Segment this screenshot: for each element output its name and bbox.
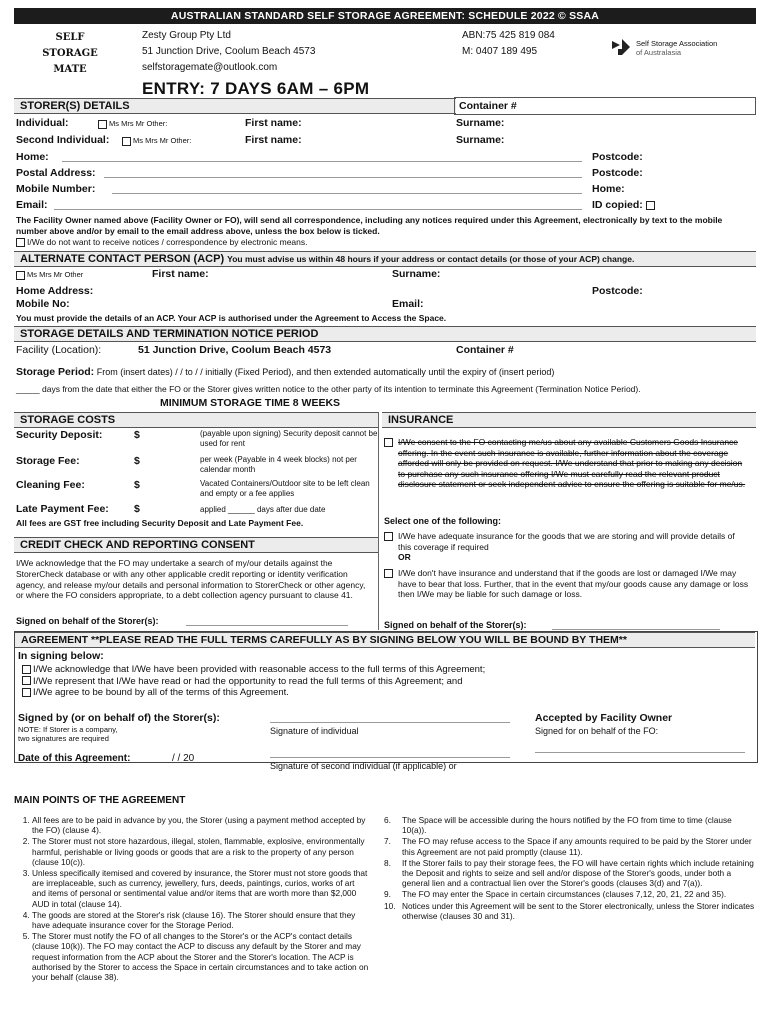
optout-option[interactable] <box>16 237 308 248</box>
select-one-label: Select one of the following: <box>384 516 501 526</box>
acknowledgement-item[interactable] <box>22 687 485 699</box>
title-options-text: Ms Mrs Mr Other: <box>133 136 192 145</box>
minimum-storage-time: MINIMUM STORAGE TIME 8 WEEKS <box>160 397 341 409</box>
email-label: Email: <box>16 199 48 211</box>
home-postcode-label: Postcode: <box>592 151 643 163</box>
main-points-right <box>384 815 756 922</box>
email-line[interactable] <box>54 209 582 210</box>
cost-currency: $ <box>134 429 140 441</box>
acp-first-name-label: First name: <box>152 268 209 280</box>
id-copied-checkbox[interactable] <box>646 201 655 210</box>
acp-postcode-label: Postcode: <box>592 285 643 297</box>
home-line[interactable] <box>62 161 582 162</box>
acknowledgement-checkbox[interactable] <box>22 665 31 674</box>
first-name-label: First name: <box>245 117 302 129</box>
postal-line[interactable] <box>104 177 582 178</box>
ssaa-line: of Australasia <box>636 48 682 57</box>
storer-section-title: STORER(S) DETAILS <box>14 98 456 114</box>
acp-email-label: Email: <box>392 298 424 310</box>
self-storage-mate-logo <box>30 30 110 78</box>
insurance-none-text: I/We don't have insurance and understand that if the goods are lost or damaged I/We may have to bear that loss. Further, that in the event that my/our goods cause any damage or loss then I/We may be liable for such damage or loss. <box>398 568 749 599</box>
optout-text: I/We do not want to receive notices / correspondence by electronic means. <box>27 237 308 247</box>
main-point: If the Storer fails to pay their storage fees, the FO will have certain rights which include retaining the Deposit and rights to seize and sell and/or dispose of the Storer's goods, under both a general lien and a contractual lien over the Storer's goods (clauses 3(d) and 7(a)). <box>402 857 754 889</box>
postal-address-label: Postal Address: <box>16 167 96 179</box>
main-points-left <box>14 815 370 983</box>
company-details <box>142 28 315 76</box>
credit-signed-label: Signed on behalf of the Storer(s): <box>16 616 159 626</box>
main-point-row <box>384 815 756 835</box>
cost-note: Vacated Containers/Outdoor site to be left clean and empty or a fee applies <box>200 479 370 498</box>
storage-period-row[interactable] <box>16 366 554 378</box>
company-signature-note: NOTE: If Storer is a company, two signatures are required <box>18 725 118 743</box>
title-options-text: Ms Mrs Mr Other: <box>109 119 168 128</box>
storage-section-title: STORAGE DETAILS AND TERMINATION NOTICE PERIOD <box>14 326 756 342</box>
main-point-number: 9. <box>384 889 391 900</box>
termination-notice-text: _____ days from the date that either the FO or the Storer gives written notice to the other party of its intention to terminate this Agreement (Termination Notice Period). <box>16 384 641 394</box>
date-agreement-value[interactable]: / / 20 <box>172 753 195 764</box>
company-contact <box>462 28 555 60</box>
acknowledgement-item[interactable] <box>22 664 485 676</box>
acp-note: You must provide the details of an ACP. Your ACP is authorised under the Agreement to Access the Space. <box>16 313 447 323</box>
cost-label: Storage Fee: <box>16 455 80 467</box>
insurance-none-checkbox[interactable] <box>384 569 393 578</box>
date-agreement-label: Date of this Agreement: <box>18 753 131 764</box>
cost-note: applied ______ days after due date <box>200 505 326 514</box>
acp-title-note: You must advise us within 48 hours if your address or contact details (or those of your ACP) change. <box>227 254 635 264</box>
second-first-name-label: First name: <box>245 134 302 146</box>
entry-hours: ENTRY: 7 DAYS 6AM – 6PM <box>142 79 370 98</box>
credit-consent-text: I/We acknowledge that the FO may undertake a search of my/our details against the StorerCheck database or with any other applicable credit reporting or identity verification agency, and release my/our details and personal information to StorerCheck or other agency, or where the FO considers appropriate, to a debt collection agency pursuant to clause 41. <box>16 558 366 601</box>
second-surname-label: Surname: <box>456 134 505 146</box>
signed-by-label: Signed by (or on behalf of) the Storer(s): <box>18 712 220 724</box>
costs-table <box>16 429 378 531</box>
storer-container-field[interactable] <box>454 97 756 115</box>
acp-surname-label: Surname: <box>392 268 441 280</box>
optout-checkbox[interactable] <box>16 238 25 247</box>
logo-line: STORAGE <box>42 48 98 59</box>
individual-signature-line[interactable] <box>270 722 510 723</box>
insurance-option-have[interactable] <box>384 531 750 563</box>
company-email: selfstoragemate@outlook.com <box>142 62 278 73</box>
storage-container-label: Container # <box>456 344 514 356</box>
main-point-row <box>384 858 756 889</box>
surname-label: Surname: <box>456 117 505 129</box>
signed-for-fo-label: Signed for on behalf of the FO: <box>535 726 659 736</box>
cost-note: (payable upon signing) Security deposit cannot be used for rent <box>200 429 378 448</box>
acknowledgement-text: I/We represent that I/We have read or had the opportunity to read the full terms of this Agreement; and <box>33 675 463 687</box>
cost-label: Late Payment Fee: <box>16 503 109 515</box>
home-phone-label: Home: <box>592 183 625 195</box>
second-signature-line[interactable] <box>270 757 510 758</box>
acp-title-options[interactable] <box>16 270 83 280</box>
gst-note: All fees are GST free including Security Deposit and Late Payment Fee. <box>16 518 304 528</box>
second-individual-label: Second Individual: <box>16 134 110 146</box>
company-mobile: M: 0407 189 495 <box>462 46 538 57</box>
id-copied-label: ID copied: <box>592 199 643 211</box>
main-point: 1. All fees are to be paid in advance by you, the Storer (using a payment method accepted by the FO) (clause 4). <box>32 815 370 835</box>
main-point: 4. The goods are stored at the Storer's risk (clause 16). The Storer should ensure that they have adequate insurance cover for the Storage Period. <box>32 910 370 930</box>
main-point: The FO may enter the Space in certain circumstances (clauses 7,12, 20, 21, 22 and 35). <box>402 889 727 900</box>
agreement-section-title: AGREEMENT **PLEASE READ THE FULL TERMS CAREFULLY AS BY SIGNING BELOW YOU WILL BE BOUND BY THEM** <box>15 632 755 648</box>
title-checkbox[interactable] <box>98 120 107 129</box>
storage-period-label: Storage Period: <box>16 366 95 378</box>
insurance-consent-checkbox[interactable] <box>384 438 393 447</box>
acknowledgement-text: I/We agree to be bound by all of the terms of this Agreement. <box>33 687 289 698</box>
id-copied-field[interactable] <box>592 199 657 211</box>
ssaa-line: Self Storage Association <box>636 39 718 48</box>
home-label: Home: <box>16 151 49 163</box>
cost-label: Security Deposit: <box>16 429 103 441</box>
form-banner: AUSTRALIAN STANDARD SELF STORAGE AGREEMENT: SCHEDULE 2022 © SSAA <box>14 8 756 24</box>
main-point-number: 7. <box>384 836 391 847</box>
main-point-row <box>384 836 756 856</box>
facility-value: 51 Junction Drive, Coolum Beach 4573 <box>138 344 332 356</box>
acp-section-title <box>14 251 756 267</box>
insurance-signature-line[interactable] <box>552 629 720 630</box>
acknowledgement-checkbox[interactable] <box>22 676 31 685</box>
or-label: OR <box>398 552 411 562</box>
title-checkbox[interactable] <box>16 271 25 280</box>
main-points-title: MAIN POINTS OF THE AGREEMENT <box>14 795 186 806</box>
insurance-option-none[interactable] <box>384 568 750 600</box>
title-options-text: Ms Mrs Mr Other <box>27 270 84 279</box>
costs-section-title: STORAGE COSTS <box>14 412 378 428</box>
cost-note: per week (Payable in 4 week blocks) not per calendar month <box>200 455 357 474</box>
signature-second-label: Signature of second individual (if applicable) or <box>270 761 457 771</box>
insurance-have-checkbox[interactable] <box>384 532 393 541</box>
acp-mobile-label: Mobile No: <box>16 298 70 310</box>
column-divider <box>378 412 379 630</box>
title-checkbox[interactable] <box>122 137 131 146</box>
fo-signature-line[interactable] <box>535 752 745 753</box>
insurance-have-text: I/We have adequate insurance for the goods that we are storing and will provide details of this coverage if required <box>398 531 735 552</box>
main-point: The Space will be accessible during the hours notified by the FO from time to time (clause 10(a)). <box>402 815 732 836</box>
electronic-notice-text: The Facility Owner named above (Facility Owner or FO), will send all correspondence, including any notices required under this Agreement, electronically by text to the mobile number above and/or by email to the email address above, unless the box below is ticked. <box>16 215 723 236</box>
container-label: Container # <box>459 100 517 112</box>
cost-currency: $ <box>134 503 140 515</box>
signature-individual-label: Signature of individual <box>270 726 359 736</box>
acknowledgement-text: I/We acknowledge that I/We have been provided with reasonable access to the full terms of this Agreement; <box>33 664 486 675</box>
logo-line: SELF <box>55 32 85 43</box>
insurance-consent-text: I/We consent to the FO contacting me/us about any available Customers Goods Insurance offering. In the event such insurance is available, further information about the coverage afforded will only be provided on request. I/We understand that prior to making any decision to purchase any such insurance offering I/We must carefully read the relevant product disclosure statement or seek independent advice to ensure the offering is suitable for me/us. <box>398 437 746 489</box>
postal-postcode-label: Postcode: <box>592 167 643 179</box>
individual-label: Individual: <box>16 117 69 129</box>
acp-home-address-label: Home Address: <box>16 285 94 297</box>
cost-currency: $ <box>134 479 140 491</box>
main-point: Notices under this Agreement will be sent to the Storer electronically, unless the Storer indicates otherwise (clauses 30 and 31). <box>402 900 755 921</box>
acp-title: ALTERNATE CONTACT PERSON (ACP) <box>20 253 225 265</box>
logo-line: MATE <box>53 64 87 75</box>
main-point-number: 8. <box>384 857 391 868</box>
ssaa-logo <box>610 37 632 62</box>
mobile-label: Mobile Number: <box>16 183 96 195</box>
cost-label: Cleaning Fee: <box>16 479 85 491</box>
facility-label: Facility (Location): <box>16 344 102 356</box>
insurance-section-title: INSURANCE <box>382 412 756 428</box>
main-point: 2. The Storer must not store hazardous, illegal, stolen, flammable, explosive, environmentally harmful, perishable or living goods or goods that are a risk to the property of any person (clause 10(c)). <box>32 836 370 867</box>
acknowledgement-checkbox[interactable] <box>22 688 31 697</box>
main-point-number: 6. <box>384 815 391 825</box>
company-name: Zesty Group Pty Ltd <box>142 30 231 41</box>
agreement-acknowledgements[interactable] <box>22 664 485 699</box>
insurance-signed-label: Signed on behalf of the Storer(s): <box>384 620 527 630</box>
main-point-row <box>384 901 756 921</box>
main-point-number: 10. <box>384 900 396 911</box>
storage-period-text: From (insert dates) / / to / / initially (Fixed Period), and then extended automatically until the expiry of (insert period) <box>96 367 555 377</box>
credit-section-title: CREDIT CHECK AND REPORTING CONSENT <box>14 537 378 553</box>
in-signing-label: In signing below: <box>18 650 104 662</box>
acknowledgement-item[interactable] <box>22 676 485 688</box>
main-point: 3. Unless specifically itemised and covered by insurance, the Storer must not store goods that are irreplaceable, such as currency, jewellery, furs, deeds, paintings, curios, works of art and items of personal or sentimental value and/or items that are worth more than $2,000 AUD in total (clause 14). <box>32 868 370 909</box>
ssaa-emblem-icon <box>610 37 632 57</box>
company-address: 51 Junction Drive, Coolum Beach 4573 <box>142 46 316 57</box>
cost-currency: $ <box>134 455 140 467</box>
mobile-line[interactable] <box>112 193 582 194</box>
individual-title-options[interactable] <box>98 119 167 129</box>
ssaa-text <box>636 39 717 57</box>
insurance-consent-option[interactable] <box>384 437 750 490</box>
main-point: 5. The Storer must notify the FO of all changes to the Storer's or the ACP's contact details (clause 10(k)). The FO may contact the ACP to discuss any default by the Storer and may request information from the ACP about the Storer and the Storer's location. The ACP is authorised by the Storer to access the Space in certain circumstances and to take action on your behalf (clause 38). <box>32 931 370 982</box>
main-point-row <box>384 889 756 899</box>
second-title-options[interactable] <box>122 136 191 146</box>
abn: ABN:75 425 819 084 <box>462 30 555 41</box>
main-point: The FO may refuse access to the Space if any amounts required to be paid by the Storer under this Agreement are not paid promptly (clause 11). <box>402 836 752 857</box>
accepted-by-fo-label: Accepted by Facility Owner <box>535 712 673 724</box>
credit-signature-line[interactable] <box>186 625 348 626</box>
